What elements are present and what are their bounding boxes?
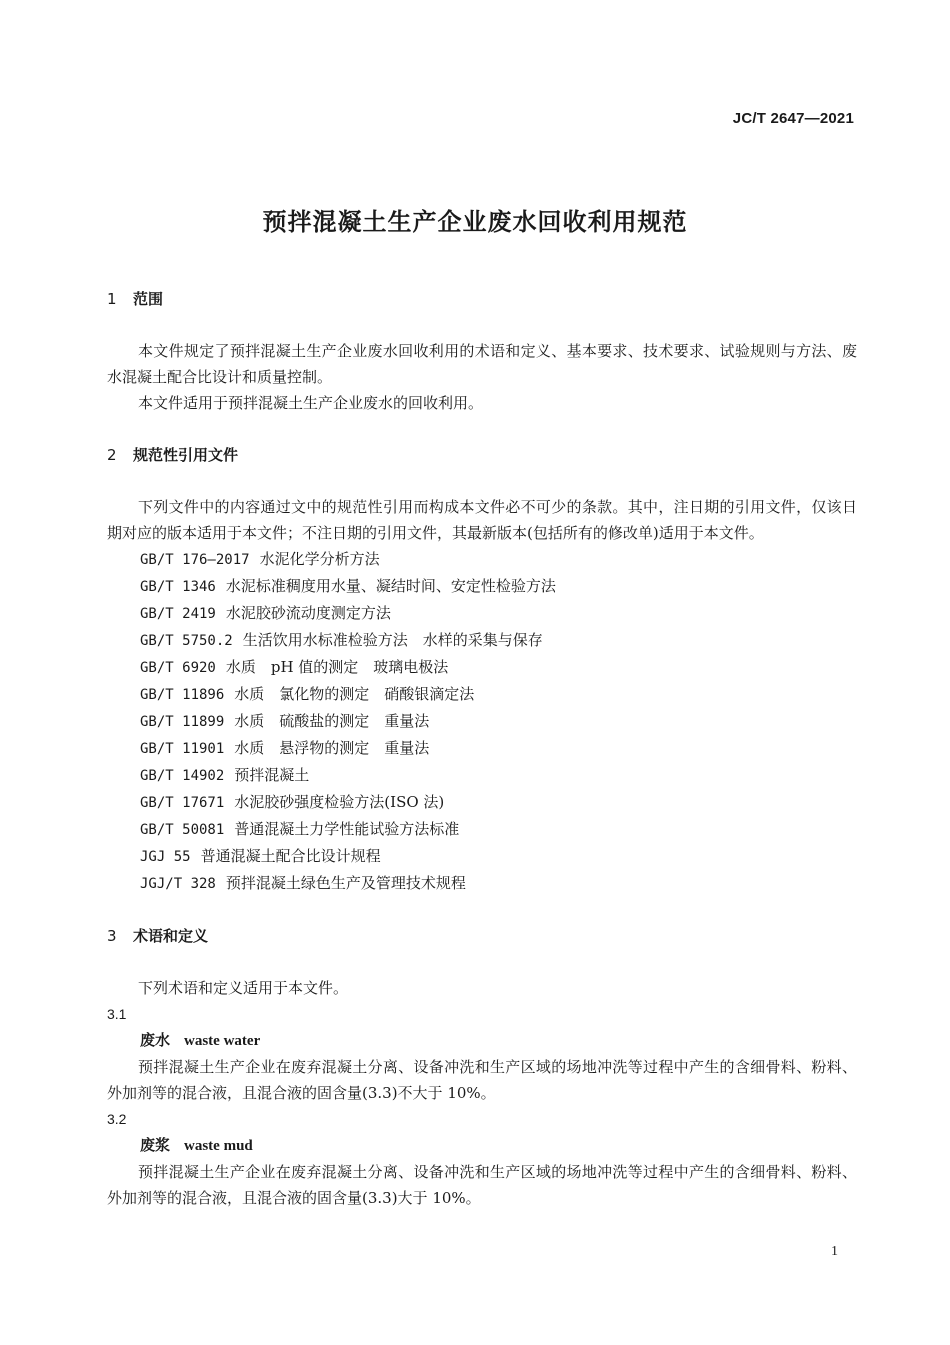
term-name bbox=[107, 1027, 857, 1054]
page-number: 1 bbox=[831, 1244, 838, 1259]
section-title: 规范性引用文件 bbox=[133, 446, 239, 464]
reference-item bbox=[107, 870, 857, 897]
section-title: 范围 bbox=[133, 290, 164, 308]
reference-title: 预拌混凝土 bbox=[234, 766, 310, 784]
reference-title: 水泥胶砂流动度测定方法 bbox=[225, 604, 391, 622]
term-number: 3.2 bbox=[107, 1111, 127, 1127]
term-name bbox=[107, 1132, 857, 1159]
document-title: 预拌混凝土生产企业废水回收利用规范 bbox=[262, 208, 688, 236]
reference-code: GB/T 17671 bbox=[140, 795, 225, 811]
standard-code: JC/T 2647—2021 bbox=[732, 110, 854, 127]
reference-item bbox=[107, 573, 857, 600]
section-2-heading bbox=[107, 442, 857, 468]
term-definition: 预拌混凝土生产企业在废弃混凝土分离、设备冲洗和生产区域的场地冲洗等过程中产生的含细骨料、粉料、外加剂等的混合液，且混合液的固含量(3.3)大于 10%。 bbox=[107, 1163, 857, 1207]
reference-item bbox=[107, 546, 857, 573]
reference-code: GB/T 11896 bbox=[140, 687, 225, 703]
term-name-cn: 废浆 bbox=[140, 1136, 171, 1154]
term-name-en: waste water bbox=[184, 1033, 261, 1049]
reference-title: 水质 氯化物的测定 硝酸银滴定法 bbox=[234, 685, 475, 703]
reference-code: GB/T 11901 bbox=[140, 741, 225, 757]
reference-item bbox=[107, 627, 857, 654]
reference-title: 生活饮用水标准检验方法 水样的采集与保存 bbox=[242, 631, 543, 649]
references-intro: 下列文件中的内容通过文中的规范性引用而构成本文件必不可少的条款。其中，注日期的引用文件，仅该日期对应的版本适用于本文件；不注日期的引用文件，其最新版本(包括所有的修改单)适用于本文件。 bbox=[107, 498, 857, 542]
section-number: 1 bbox=[107, 290, 117, 308]
section-title: 术语和定义 bbox=[133, 927, 209, 945]
term-number: 3.1 bbox=[107, 1006, 127, 1022]
term-name-cn: 废水 bbox=[140, 1031, 171, 1049]
term-name-en: waste mud bbox=[184, 1138, 253, 1154]
section-3-heading bbox=[107, 923, 857, 949]
reference-code: JGJ/T 328 bbox=[140, 876, 216, 892]
reference-item bbox=[107, 600, 857, 627]
reference-item bbox=[107, 654, 857, 681]
section-1-heading bbox=[107, 286, 857, 312]
reference-code: GB/T 5750.2 bbox=[140, 633, 233, 649]
reference-code: JGJ 55 bbox=[140, 849, 191, 865]
reference-title: 水泥标准稠度用水量、凝结时间、安定性检验方法 bbox=[225, 577, 556, 595]
reference-item bbox=[107, 681, 857, 708]
reference-title: 预拌混凝土绿色生产及管理技术规程 bbox=[225, 874, 466, 892]
reference-title: 水质 悬浮物的测定 重量法 bbox=[234, 739, 430, 757]
reference-code: GB/T 11899 bbox=[140, 714, 225, 730]
reference-title: 水泥胶砂强度检验方法(ISO 法) bbox=[234, 793, 445, 811]
scope-paragraph-2: 本文件适用于预拌混凝土生产企业废水的回收利用。 bbox=[138, 394, 484, 412]
reference-title: 普通混凝土力学性能试验方法标准 bbox=[234, 820, 460, 838]
document-body bbox=[107, 286, 857, 1211]
reference-item bbox=[107, 816, 857, 843]
reference-item bbox=[107, 762, 857, 789]
reference-title: 水泥化学分析方法 bbox=[259, 550, 380, 568]
reference-title: 普通混凝土配合比设计规程 bbox=[200, 847, 381, 865]
reference-code: GB/T 2419 bbox=[140, 606, 216, 622]
reference-item bbox=[107, 789, 857, 816]
section-number: 2 bbox=[107, 446, 117, 464]
reference-item bbox=[107, 708, 857, 735]
reference-code: GB/T 14902 bbox=[140, 768, 225, 784]
reference-code: GB/T 1346 bbox=[140, 579, 216, 595]
reference-item bbox=[107, 843, 857, 870]
reference-code: GB/T 176—2017 bbox=[140, 552, 250, 568]
section-number: 3 bbox=[107, 927, 117, 945]
reference-code: GB/T 6920 bbox=[140, 660, 216, 676]
reference-title: 水质 pH 值的测定 玻璃电极法 bbox=[225, 658, 449, 676]
scope-paragraph-1: 本文件规定了预拌混凝土生产企业废水回收利用的术语和定义、基本要求、技术要求、试验规则与方法、废水混凝土配合比设计和质量控制。 bbox=[107, 342, 857, 386]
reference-list bbox=[107, 546, 857, 897]
reference-title: 水质 硫酸盐的测定 重量法 bbox=[234, 712, 430, 730]
reference-item bbox=[107, 735, 857, 762]
term-definition: 预拌混凝土生产企业在废弃混凝土分离、设备冲洗和生产区域的场地冲洗等过程中产生的含细骨料、粉料、外加剂等的混合液，且混合液的固含量(3.3)不大于 10%。 bbox=[107, 1058, 857, 1102]
terms-intro: 下列术语和定义适用于本文件。 bbox=[138, 979, 349, 997]
reference-code: GB/T 50081 bbox=[140, 822, 225, 838]
